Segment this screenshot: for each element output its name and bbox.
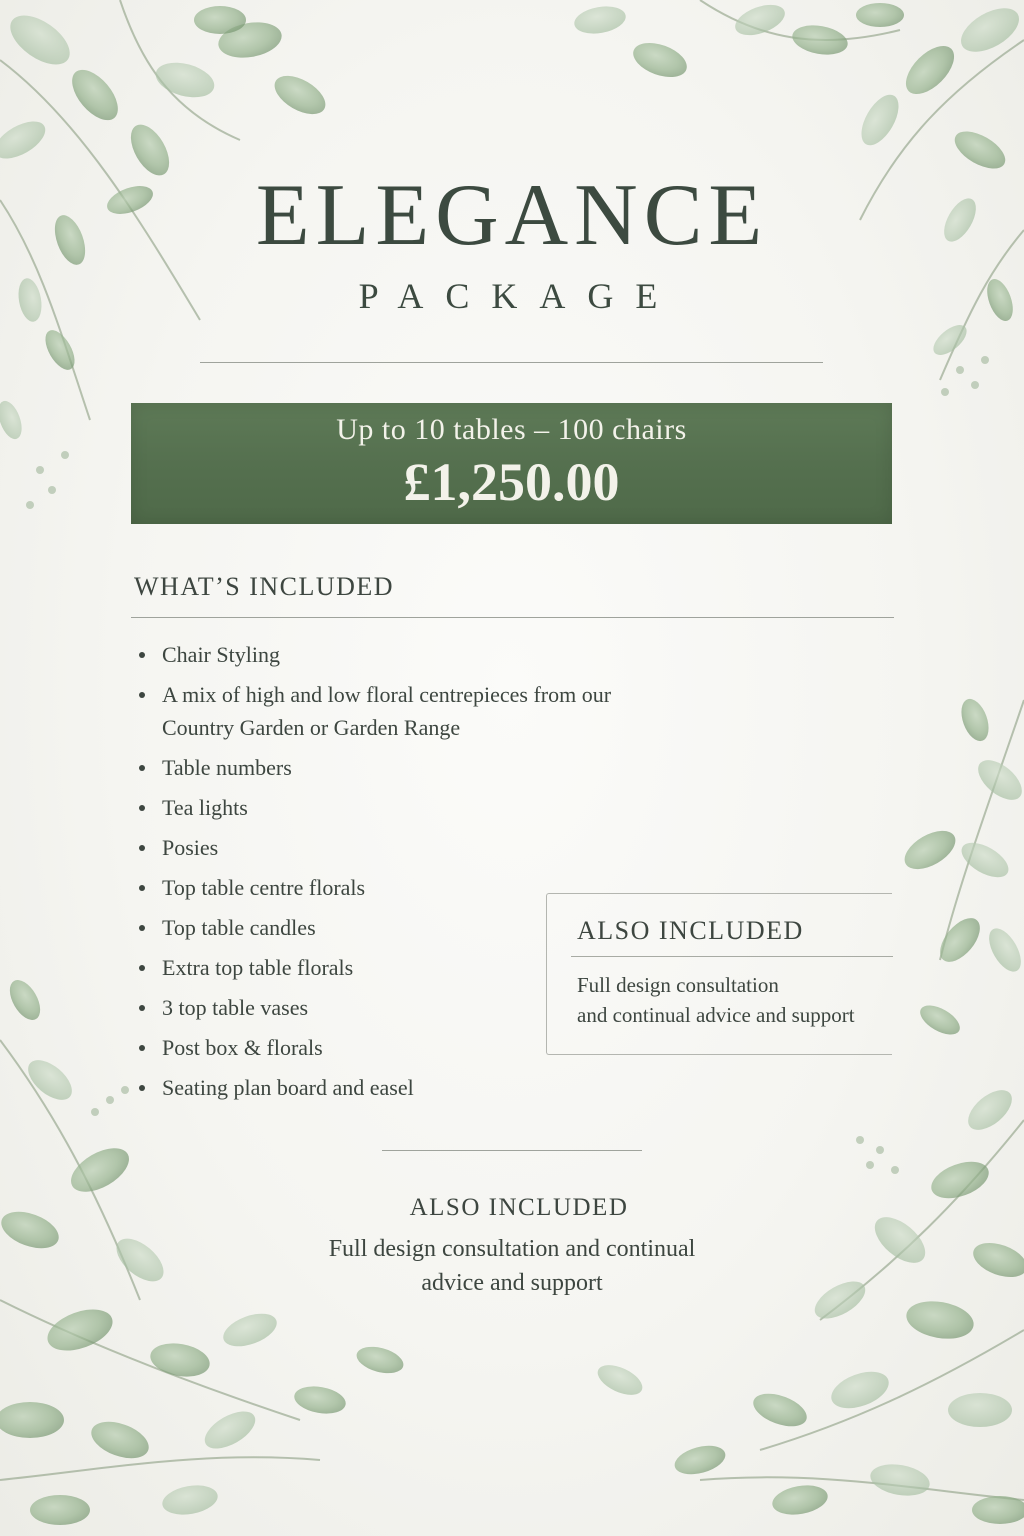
footer-also-included-text: Full design consultation and continual advice and support — [328, 1236, 696, 1296]
also-included-box-divider — [571, 956, 893, 957]
bullet-icon — [139, 925, 145, 931]
bullet-icon — [139, 1085, 145, 1091]
list-item: Chair Styling — [136, 638, 736, 671]
whats-included-heading: WHAT’S INCLUDED — [134, 572, 395, 601]
list-item: A mix of high and low floral centrepieces from our Country Garden or Garden Range — [136, 678, 736, 744]
footer-also-included-heading: ALSO INCLUDED — [409, 1194, 629, 1221]
list-item: Table numbers — [136, 751, 736, 784]
list-item: Top table candles — [136, 911, 736, 944]
package-price: £1,250.00 — [403, 452, 620, 512]
list-item: Tea lights — [136, 791, 736, 824]
also-included-box-text: Full design consultation and continual advice and support — [577, 973, 855, 1027]
price-band — [131, 403, 892, 524]
bullet-icon — [139, 845, 145, 851]
package-subtitle: PACKAGE — [358, 276, 680, 316]
bullet-icon — [139, 1045, 145, 1051]
list-item: Posies — [136, 831, 736, 864]
bullet-icon — [139, 652, 145, 658]
also-included-box-heading: ALSO INCLUDED — [577, 916, 804, 945]
capacity-caption: Up to 10 tables – 100 chairs — [336, 413, 687, 446]
list-item: Post box & florals — [136, 1031, 736, 1064]
list-item: Extra top table florals — [136, 951, 736, 984]
bullet-icon — [139, 885, 145, 891]
bullet-icon — [139, 765, 145, 771]
footer-divider — [382, 1150, 642, 1151]
bullet-icon — [139, 965, 145, 971]
list-item: Seating plan board and easel — [136, 1071, 736, 1104]
list-item: 3 top table vases — [136, 991, 736, 1024]
bullet-icon — [139, 692, 145, 698]
title-divider — [200, 362, 823, 363]
also-included-box — [546, 893, 892, 1055]
list-item: Top table centre florals — [136, 871, 736, 904]
package-title: ELEGANCE — [255, 167, 769, 264]
bullet-icon — [139, 805, 145, 811]
bullet-icon — [139, 1005, 145, 1011]
whats-included-divider — [131, 617, 894, 618]
